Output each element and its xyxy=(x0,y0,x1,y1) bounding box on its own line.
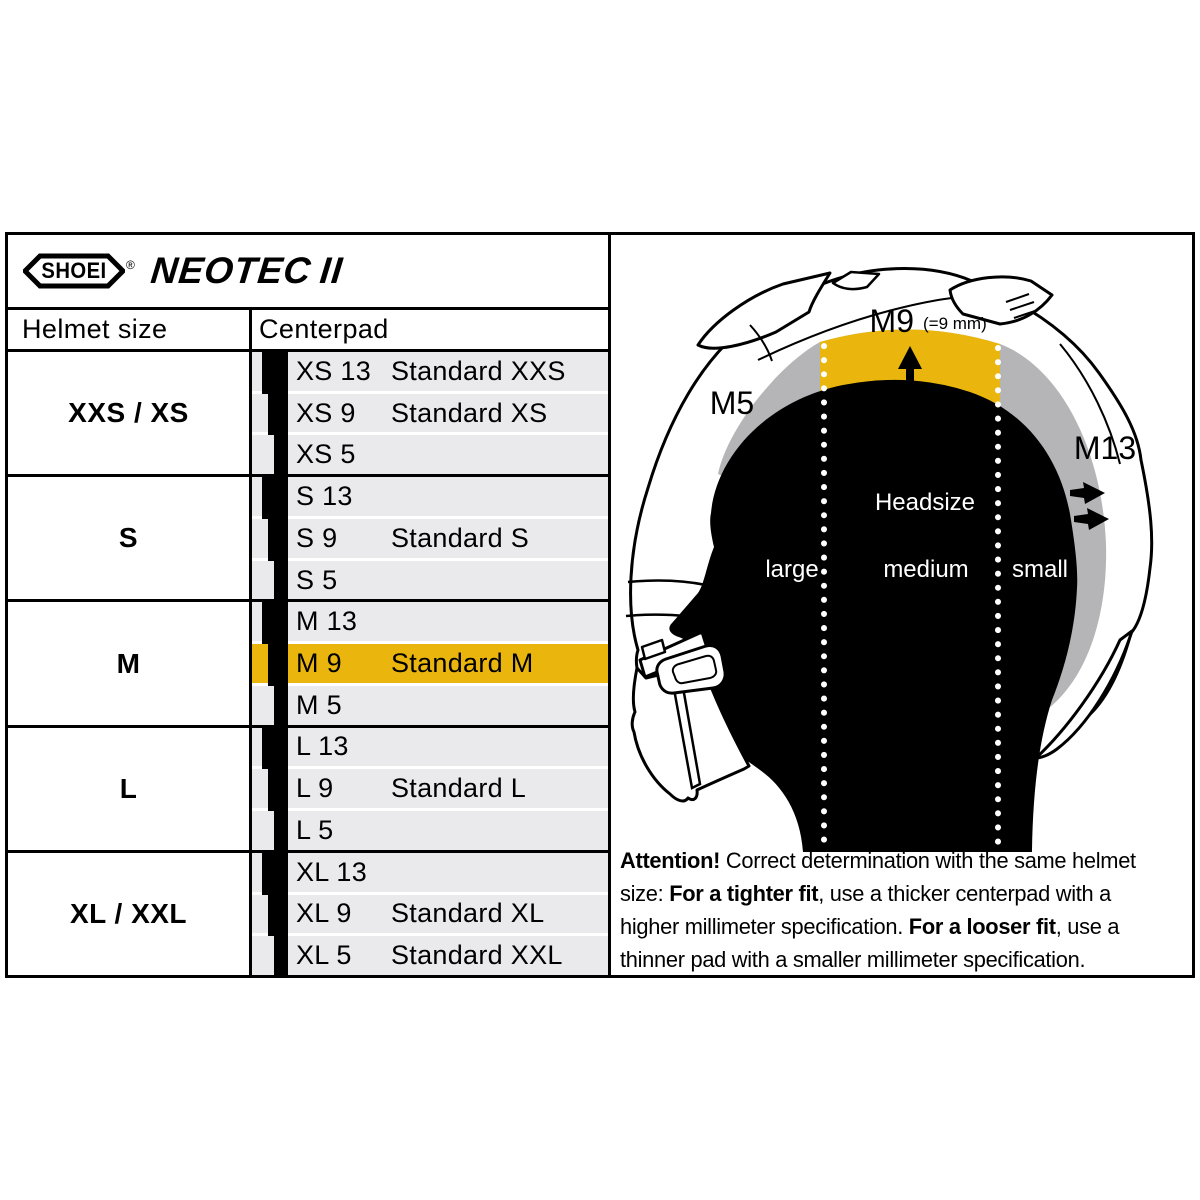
attention-text: higher millimeter specification. xyxy=(620,914,909,939)
column-header-centerpad: Centerpad xyxy=(259,314,389,344)
centerpad-options xyxy=(252,477,608,599)
pad-row xyxy=(252,769,608,808)
pad-row xyxy=(252,936,608,975)
thickness-bar-icon xyxy=(262,602,288,644)
zone-label-large: large xyxy=(765,556,819,583)
attention-text: thinner pad with a smaller millimeter specification. xyxy=(620,947,1086,972)
thickness-bar-icon xyxy=(268,391,288,436)
attention-text: , use a xyxy=(1055,914,1120,939)
shoei-logo xyxy=(23,253,125,289)
size-table xyxy=(5,232,611,978)
table-row-group xyxy=(8,352,608,477)
table-row-group xyxy=(8,853,608,975)
pad-row xyxy=(252,519,608,558)
pad-standard: Standard S xyxy=(391,522,530,553)
pad-row xyxy=(252,602,608,641)
pad-standard: Standard XL xyxy=(391,898,545,929)
pad-standard: Standard XXL xyxy=(391,940,563,971)
thickness-bar-icon xyxy=(268,641,288,686)
thickness-bar-icon xyxy=(274,432,288,474)
attention-bold-text: For a looser fit xyxy=(908,914,1056,939)
shell-edge-line xyxy=(636,650,638,668)
thickness-bar-icon xyxy=(274,808,288,850)
label-m13: M13 xyxy=(1073,430,1137,466)
attention-line xyxy=(620,910,1169,943)
centerpad-options xyxy=(252,352,608,474)
attention-line xyxy=(620,844,1169,877)
pad-standard: Standard M xyxy=(391,648,534,678)
attention-text: , use a thicker centerpad with a xyxy=(818,881,1112,906)
thickness-bar-icon xyxy=(268,516,288,561)
pad-row xyxy=(252,686,608,725)
thickness-bar-icon xyxy=(268,766,288,811)
size-label: S xyxy=(8,477,252,599)
pad-code: M 5 xyxy=(296,689,342,720)
pad-row xyxy=(252,853,608,892)
centerpad-options xyxy=(252,728,608,850)
pad-code: XL 5 xyxy=(296,940,352,971)
logo-row xyxy=(8,235,608,310)
thickness-bar-icon xyxy=(262,728,288,770)
pad-standard: Standard XS xyxy=(391,397,548,428)
pad-row xyxy=(252,561,608,600)
model-suffix: II xyxy=(317,250,345,291)
pad-code: L 5 xyxy=(296,814,334,845)
label-m5: M5 xyxy=(709,385,755,421)
table-row-group xyxy=(8,602,608,727)
pad-code: S 9 xyxy=(296,522,338,553)
attention-line xyxy=(620,943,1169,976)
model-name: NEOTEC xyxy=(148,250,314,291)
model-logo xyxy=(149,250,345,292)
attention-text: size: xyxy=(620,881,670,906)
label-headsize: Headsize xyxy=(874,489,976,516)
attention-line xyxy=(620,877,1169,910)
table-row-group xyxy=(8,728,608,853)
pad-standard: Standard L xyxy=(391,773,527,804)
size-label: M xyxy=(8,602,252,724)
zone-label-small: small xyxy=(1011,556,1069,583)
shoei-brand-text: SHOEI xyxy=(41,258,107,283)
thickness-bar-icon xyxy=(262,477,288,519)
pad-code: XS 5 xyxy=(296,439,356,470)
pad-row xyxy=(252,435,608,474)
attention-note xyxy=(620,844,1169,976)
thickness-bar-icon xyxy=(268,892,288,937)
pad-row xyxy=(252,728,608,767)
pad-code: XS 9 xyxy=(296,397,356,428)
pad-code: M 13 xyxy=(296,606,358,637)
pad-code: XS 13 xyxy=(296,355,372,386)
centerpad-options xyxy=(252,602,608,724)
thickness-bar-icon xyxy=(274,683,288,725)
registered-mark: ® xyxy=(126,258,135,272)
thickness-bar-icon xyxy=(274,558,288,600)
thickness-bar-icon xyxy=(262,853,288,895)
label-m9-note: (=9 mm) xyxy=(923,314,987,333)
pad-code: S 13 xyxy=(296,481,353,512)
pad-code: S 5 xyxy=(296,564,338,595)
pad-row xyxy=(252,811,608,850)
column-header-helmet-size: Helmet size xyxy=(8,310,252,349)
pad-row xyxy=(252,895,608,934)
size-label: XXS / XS xyxy=(8,352,252,474)
centerpad-options xyxy=(252,853,608,975)
pad-row-highlighted xyxy=(252,644,608,683)
pad-row xyxy=(252,352,608,391)
thickness-bar-icon xyxy=(274,933,288,975)
pad-code: L 13 xyxy=(296,731,349,762)
pad-standard: Standard XXS xyxy=(391,355,566,386)
table-row-group xyxy=(8,477,608,602)
table-header xyxy=(8,310,608,352)
pad-code: L 9 xyxy=(296,773,334,804)
attention-bold-text: For a tighter fit xyxy=(669,881,819,906)
label-m9: M9 xyxy=(869,303,914,339)
attention-text: Correct determination with the same helmet xyxy=(720,848,1136,873)
pad-code: XL 9 xyxy=(296,898,352,929)
pad-row xyxy=(252,477,608,516)
zone-label-medium: medium xyxy=(883,556,969,583)
thickness-bar-icon xyxy=(262,352,288,394)
pad-code: M 9 xyxy=(296,648,342,678)
size-label: L xyxy=(8,728,252,850)
attention-bold-text: Attention! xyxy=(620,848,721,873)
size-label: XL / XXL xyxy=(8,853,252,975)
pad-row xyxy=(252,394,608,433)
pad-code: XL 13 xyxy=(296,856,368,887)
